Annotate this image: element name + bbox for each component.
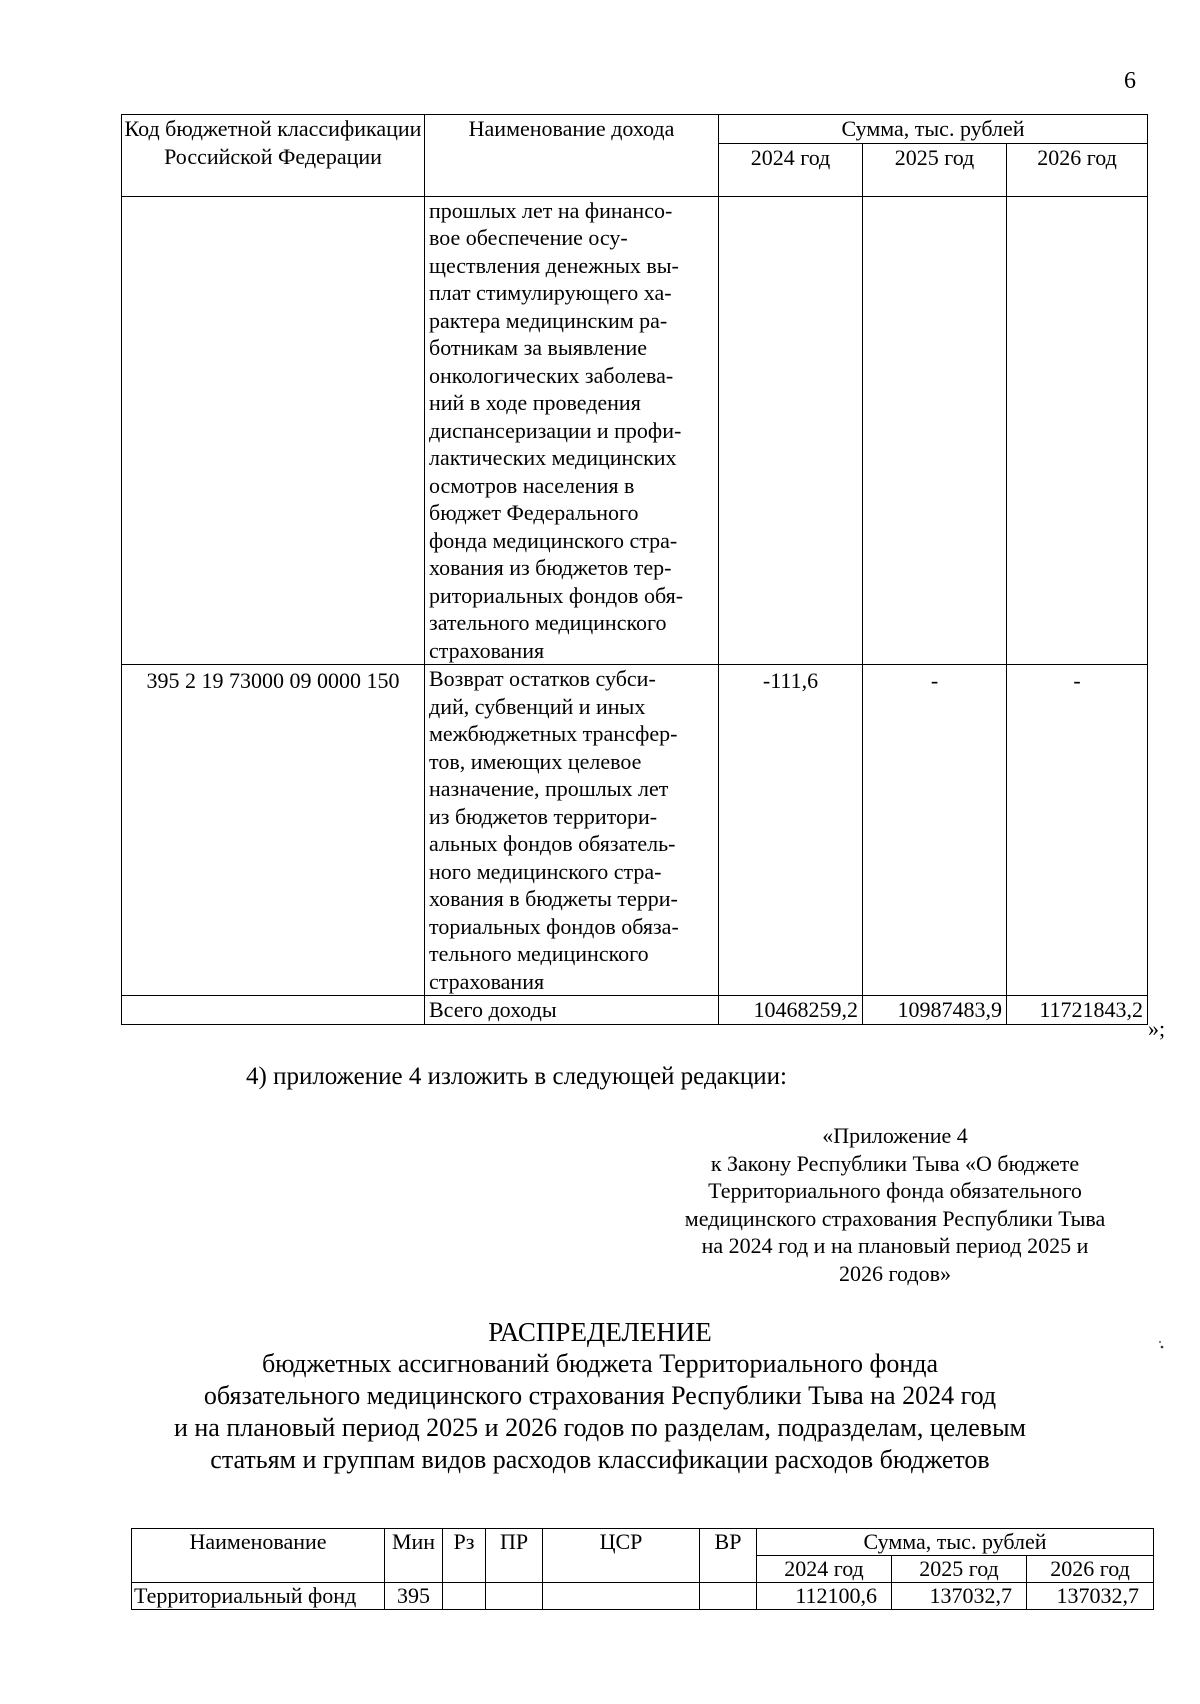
income-header-row — [122, 115, 1148, 144]
scan-speck — [1158, 1340, 1164, 1350]
header-min: Мин — [385, 1529, 443, 1583]
heading-line: статьям и группам видов расходов классификации расходов бюджетов — [210, 1445, 990, 1474]
row-vr — [700, 1583, 757, 1610]
income-table — [121, 114, 1148, 1025]
header-year-2024: 2024 год — [719, 143, 863, 196]
closing-quote: »; — [1148, 1016, 1166, 1041]
heading-title: РАСПРЕДЕЛЕНИЕ — [488, 1317, 712, 1347]
row-name: Территориальный фонд — [132, 1583, 385, 1610]
row-code: 395 2 19 73000 09 0000 150 — [122, 665, 425, 996]
row-value-2024: 112100,6 — [757, 1583, 892, 1610]
row-csr — [543, 1583, 700, 1610]
row-pr — [486, 1583, 543, 1610]
row-value-2024: -111,6 — [719, 665, 863, 996]
row-value-2025: - — [863, 665, 1007, 996]
alloc-header-row — [132, 1529, 1154, 1556]
header-year-2024: 2024 год — [757, 1556, 892, 1583]
total-row — [122, 996, 1148, 1025]
row-value-2026: - — [1007, 665, 1148, 996]
header-rz: Рз — [443, 1529, 486, 1583]
header-vr: ВР — [700, 1529, 757, 1583]
allocation-table — [131, 1528, 1154, 1610]
table-row — [132, 1583, 1154, 1610]
row-value-2026: 137032,7 — [1027, 1583, 1154, 1610]
row-code — [122, 196, 425, 665]
row-value-2025 — [863, 196, 1007, 665]
header-year-2026: 2026 год — [1027, 1556, 1154, 1583]
document-heading — [100, 1316, 1100, 1476]
table-row — [122, 196, 1148, 665]
row-min: 395 — [385, 1583, 443, 1610]
page-number: 6 — [1124, 68, 1136, 94]
header-sum: Сумма, тыс. рублей — [757, 1529, 1154, 1556]
header-year-2025: 2025 год — [892, 1556, 1027, 1583]
table-row — [122, 665, 1148, 996]
heading-line: и на плановый период 2025 и 2026 годов по разделам, подразделам, целевым — [173, 1413, 1027, 1442]
heading-line: обязательного медицинского страхования Республики Тыва на 2024 год — [203, 1381, 997, 1410]
row-value-2026 — [1007, 196, 1148, 665]
header-name: Наименование — [132, 1529, 385, 1583]
row-value-2025: 137032,7 — [892, 1583, 1027, 1610]
header-csr: ЦСР — [543, 1529, 700, 1583]
header-income-name: Наименование дохода — [425, 115, 719, 197]
header-pr: ПР — [486, 1529, 543, 1583]
total-code — [122, 996, 425, 1025]
row-income-name: Возврат остатков субси- дий, субвенций и иных межбюджетных трансфер- тов, имеющих целевое назначение, прошлых лет из бюджетов территори- альных фондов обязатель- ного медицинского стра- хования в бюджеты терри- ториальных фондов обяза- тельного медицинского страхования — [425, 665, 719, 996]
header-year-2026: 2026 год — [1007, 143, 1148, 196]
row-rz — [443, 1583, 486, 1610]
row-value-2024 — [719, 196, 863, 665]
appendix-caption: «Приложение 4 к Закону Республики Тыва «О бюджете Территориального фонда обязательного медицинского страхования Республики Тыва на 2024 год и на плановый период 2025 и 2026 годов» — [684, 1123, 1106, 1286]
total-value-2025: 10987483,9 — [863, 996, 1007, 1025]
header-sum: Сумма, тыс. рублей — [719, 115, 1148, 144]
row-income-name: прошлых лет на финансо- вое обеспечение осу- ществления денежных вы- плат стимулирующего ха- рактера медицинским ра- ботникам за выявление онкологических заболева- ний в ходе проведения диспансеризации и профи- лактических медицинских осмотров населения в бюджет Федерального фонда медицинского стра- хования из бюджетов тер- риториальных фондов обя- зательного медицинского страхования — [425, 196, 719, 665]
instruction-text: 4) приложение 4 изложить в следующей редакции: — [246, 1063, 787, 1090]
header-year-2025: 2025 год — [863, 143, 1007, 196]
total-label: Всего доходы — [425, 996, 719, 1025]
total-value-2024: 10468259,2 — [719, 996, 863, 1025]
total-value-2026: 11721843,2 — [1007, 996, 1148, 1025]
header-code: Код бюджетной классификации Российской Федерации — [122, 115, 425, 197]
heading-line: бюджетных ассигнований бюджета Территориального фонда — [261, 1349, 939, 1378]
